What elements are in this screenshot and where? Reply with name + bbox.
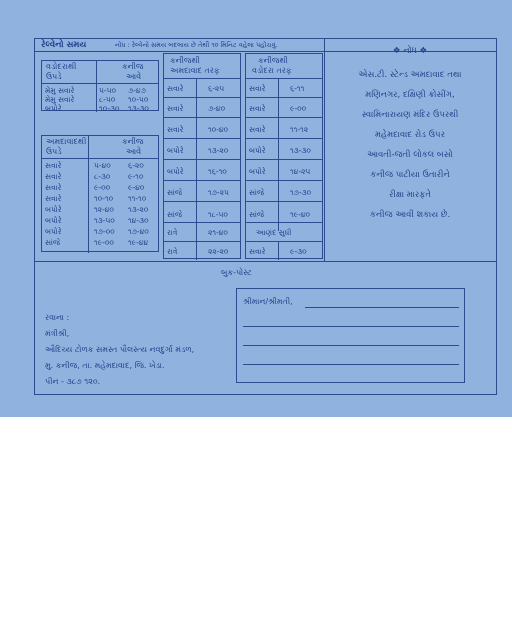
table-row: રાત્રે ૨૧-૪૦ xyxy=(167,228,228,237)
box-kanij-to-ahmedabad xyxy=(163,53,241,259)
box3-title1: કનીજથી xyxy=(170,56,200,65)
box-ahmedabad-to-kanij xyxy=(41,135,159,252)
sender-line: પીન - ૩૮૭ ૧૨૦. xyxy=(45,377,101,386)
address-line xyxy=(305,307,459,308)
addressee-box xyxy=(236,288,465,383)
box2-header-line xyxy=(42,158,158,159)
table-row: સવારે ૯-૦૦ xyxy=(249,104,307,113)
table-row: બપોરે ૧૨-૪૦ ૧૩-૨૦ xyxy=(45,205,149,214)
table-row: સાંજે ૧૭-૩૦ xyxy=(249,188,312,197)
timetable-notice: નોંધ : રેલ્વેનો સમય બદલાય છે તેથી ૧૦ મિનિટ વહેલા પહોંચવું. xyxy=(115,41,278,49)
addressee-label: શ્રીમાન/શ્રીમતી, xyxy=(243,297,293,306)
address-line xyxy=(243,364,459,365)
table-row: સાંજે ૧૮-૫૦ xyxy=(167,210,228,219)
box-vadodara-to-kanij xyxy=(41,60,159,111)
box-kanij-to-vadodara xyxy=(245,53,323,259)
note-heading: ❖ નોંધ ❖ xyxy=(392,46,428,56)
note-line: મહેમદાવાદ રોડ ઉપર xyxy=(375,130,445,140)
timetable-title: રેલ્વેનો સમય xyxy=(41,40,87,50)
box1-arr-label: આવે xyxy=(126,72,142,81)
table-row: સવારે ૬-૨૫ xyxy=(167,84,225,93)
table-row: સવારે ૭-૪૦ xyxy=(167,104,226,113)
note-line: એસ.ટી. સ્ટેન્ડ અમદાવાદ તથા xyxy=(358,70,462,80)
table-row: બપોરે ૧૭-૦૦ ૧૭-૪૦ xyxy=(45,227,149,236)
note-line: કનીજ આવી શકાય છે. xyxy=(369,210,451,220)
box1-from: વડોદરાથી xyxy=(46,62,77,71)
table-row: બપોરે ૧૦-૩૦ ૧૩-૩૦ xyxy=(45,104,149,113)
post-divider xyxy=(35,261,496,262)
box2-from: અમદાવાદથી xyxy=(46,137,87,146)
table-row: મેમુ સવારે ૫-૫૦ ૭-૪૭ xyxy=(45,86,146,95)
table-row: રાત્રે ૨૨-૨૦ xyxy=(167,247,229,256)
box1-to: કનીજ xyxy=(122,62,144,71)
box4-title2: વડોદરા તરફ xyxy=(252,66,292,75)
box3-title2: અમદાવાદ તરફ xyxy=(170,66,220,75)
sender-line: મંત્રીશ્રી, xyxy=(45,329,70,338)
card-frame xyxy=(34,38,497,395)
note-line: સ્વામિનારાયણ મંદિર ઉપરથી xyxy=(361,110,459,120)
address-line xyxy=(243,345,459,346)
box4-title1: કનીજથી xyxy=(258,56,288,65)
table-row: સવારે ૯-૦૦ ૯-૪૦ xyxy=(45,183,145,192)
table-row: સવારે ૧૦-૧૦ ૧૧-૧૦ xyxy=(45,194,147,203)
table-row: બપોરે ૧૪-૨૫ xyxy=(249,167,311,176)
box2-arr-label: આવે xyxy=(126,147,142,156)
sender-line: મુ. કનીજ, તા. મહેમદાવાદ, જિ. ખેડા. xyxy=(45,361,165,370)
table-row: સવારે ૧૧-૧૨ xyxy=(249,125,309,134)
table-row: બપોરે ૧૩-૩૦ xyxy=(249,146,311,155)
table-row: બપોરે ૧૩-૨૦ xyxy=(167,146,229,155)
address-line xyxy=(243,326,459,327)
sender-label: રવાના : xyxy=(45,313,70,322)
table-row: સવારે ૫-૪૦ ૬-૨૦ xyxy=(45,161,144,170)
table-row: સવારે ૧૦-૪૦ xyxy=(167,125,229,134)
note-line: આવતી-જતી લોકલ બસો xyxy=(367,150,453,160)
box2-to: કનીજ xyxy=(122,137,144,146)
sender-line: ઔદિચ્ય ટોળક સમસ્ત પૌલસ્ત્ય નવદુર્ગા મંડળ, xyxy=(45,345,195,354)
note-line: કનીજ પાટીયા ઉતારીને xyxy=(370,170,450,180)
table-row: બપોરે ૧૬-૧૦ xyxy=(167,167,227,176)
note-line: રીક્ષા મારફતે xyxy=(389,190,431,200)
book-post-label: બુક-પોસ્ટ xyxy=(221,268,252,277)
table-row: આણંદ સુધી xyxy=(256,228,292,237)
table-row: સવારે ૯-૩૦ xyxy=(249,247,307,256)
table-row: સાંજે ૧૭-૨૫ xyxy=(167,188,229,197)
table-row: સાંજે ૧૯-૦૦ ૧૯-૪૪ xyxy=(45,238,149,247)
note-line: મણિનગર, દક્ષિણી ક્રોસીંગ, xyxy=(365,90,455,100)
table-row: સવારે ૮-૩૦ ૯-૧૦ xyxy=(45,172,144,181)
table-row: સવારે ૬-૧૧ xyxy=(249,84,305,93)
table-row: સાંજે ૧૯-૪૦ xyxy=(249,210,310,219)
box1-dep-label: ઉપડે xyxy=(46,72,62,81)
box1-header-line xyxy=(42,83,158,84)
table-row: મેમુ સવારે ૮-૫૦ ૧૦-૫૦ xyxy=(45,95,149,104)
table-row: બપોરે ૧૩-૫૦ ૧૪-૩૦ xyxy=(45,216,149,225)
box2-dep-label: ઉપડે xyxy=(46,147,62,156)
